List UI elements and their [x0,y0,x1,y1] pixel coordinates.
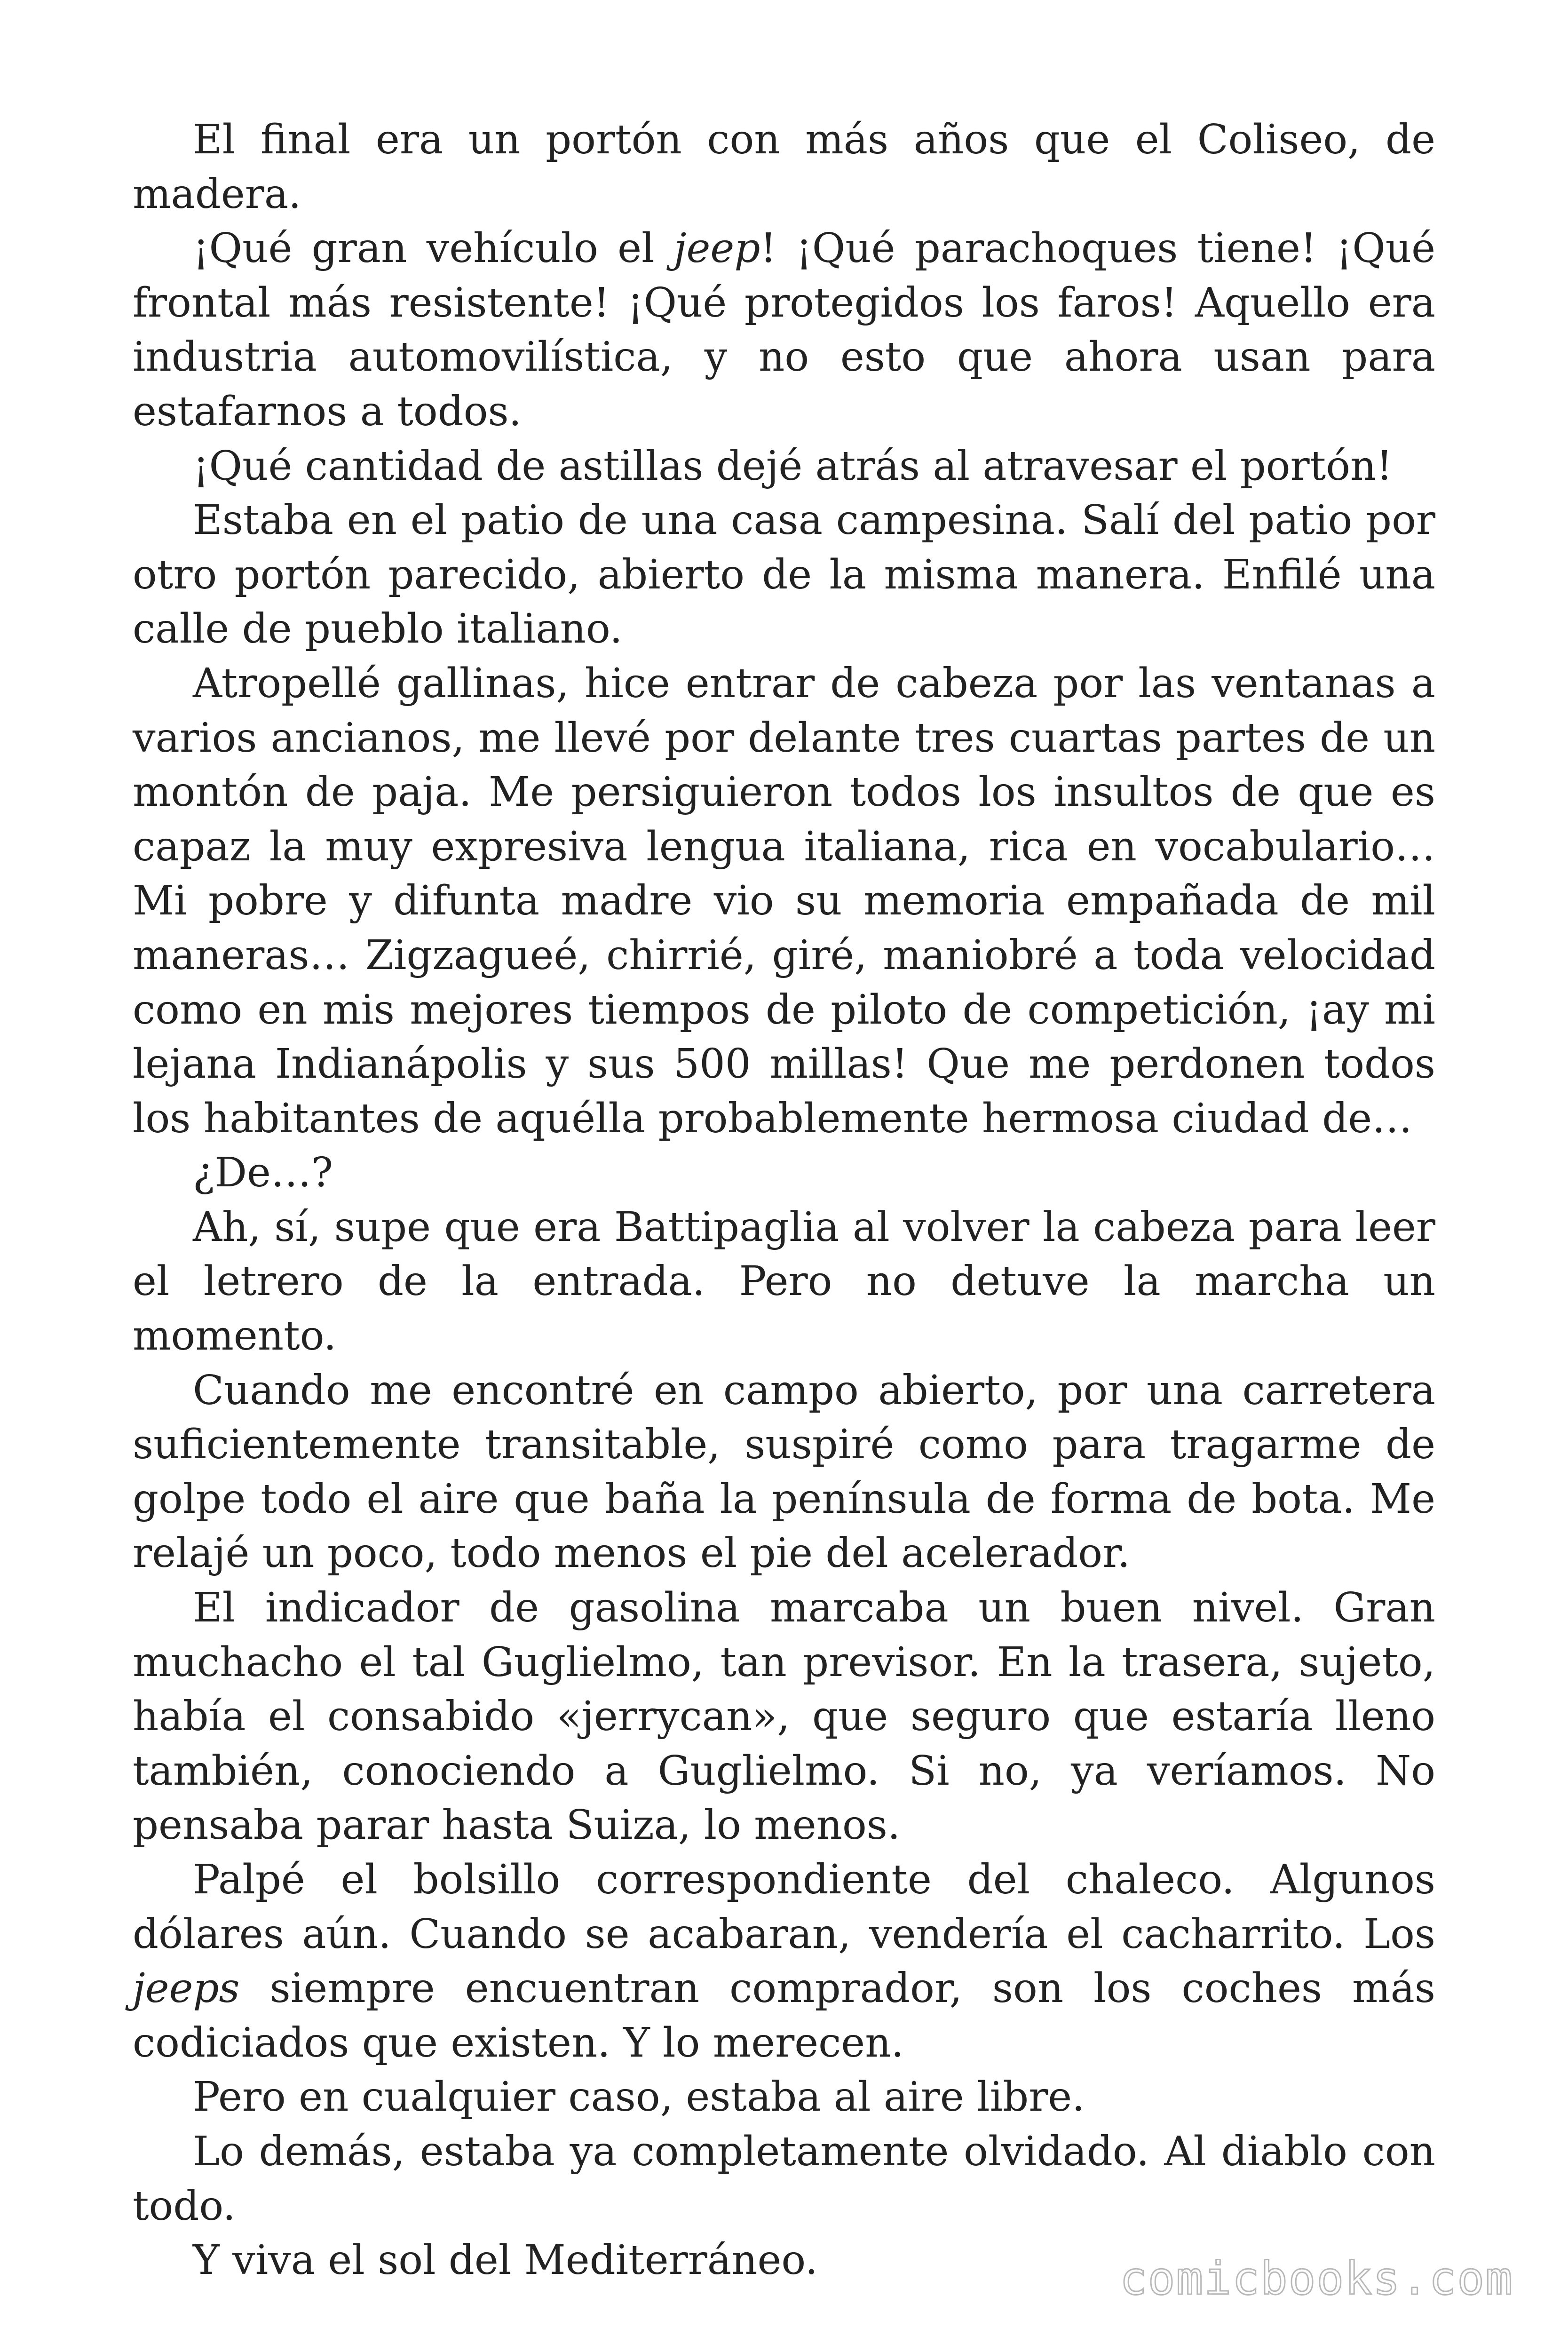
paragraph-text: El indicador de gasolina marcaba un buen nivel. Gran muchacho el tal Guglielmo, tan previsor. En la trasera, sujeto, había el consabido «jerrycan», que seguro que estaría lleno también, conociendo a Guglielmo. Si no, ya veríamos. No pensaba parar hasta Suiza, lo menos. [133,1584,1435,1849]
paragraph-text: ¿De…? [193,1149,333,1197]
paragraph [133,657,1435,1146]
watermark: comicbooks.com [1119,2252,1513,2305]
paragraph [133,1200,1435,1364]
paragraph-text: Pero en cualquier caso, estaba al aire libre. [193,2074,1085,2121]
paragraph [133,493,1435,657]
italic-word: jeep [673,225,760,272]
paragraph-text: Palpé el bolsillo correspondiente del chaleco. Algunos dólares aún. Cuando se acabaran, vendería el cacharrito. Los [133,1856,1435,1958]
paragraph-text: siempre encuentran comprador, son los coches más codiciados que existen. Y lo merecen. [133,1965,1435,2066]
paragraph [133,1853,1435,2070]
paragraph-text: Ah, sí, supe que era Battipaglia al volver la cabeza para leer el letrero de la entrada. Pero no detuve la marcha un momento. [133,1203,1435,1360]
paragraph-text: ¡Qué cantidad de astillas dejé atrás al atravesar el portón! [193,442,1393,490]
paragraph [133,222,1435,439]
paragraph-text: Atropellé gallinas, hice entrar de cabeza por las ventanas a varios ancianos, me llevé por delante tres cuartas partes de un montón de paja. Me persiguieron todos los insultos de que es capaz la muy expresiva lengua italiana, rica en vocabulario… Mi pobre y difunta madre vio su memoria empañada de mil maneras… Zigzagueé, chirrié, giré, maniobré a toda velocidad como en mis mejores tiempos de piloto de competición, ¡ay mi lejana Indianápolis y sus 500 millas! Que me perdonen todos los habitantes de aquélla probablemente hermosa ciudad de… [133,660,1435,1142]
italic-word: jeeps [133,1965,240,2012]
paragraph [133,1146,1435,1200]
paragraph [133,2125,1435,2233]
paragraph [133,1581,1435,1853]
paragraph-text: El final era un portón con más años que el Coliseo, de madera. [133,116,1435,218]
paragraph [133,2070,1435,2125]
paragraph [133,1364,1435,1581]
paragraph [133,439,1435,494]
paragraph-text: Y viva el sol del Mediterráneo. [193,2237,818,2284]
paragraph-text: ¡Qué gran vehículo el [193,225,674,272]
paragraph-text: ! ¡Qué parachoques tiene! ¡Qué frontal más resistente! ¡Qué protegidos los faros! Aquello era industria automovilística, y no esto que ahora usan para estafarnos a todos. [133,225,1436,435]
paragraph-text: Cuando me encontré en campo abierto, por una carretera suficientemente transitable, suspiré como para tragarme de golpe todo el aire que baña la península de forma de bota. Me relajé un poco, todo menos el pie del acelerador. [133,1367,1435,1577]
paragraph-text: Estaba en el patio de una casa campesina. Salí del patio por otro portón parecido, abierto de la misma manera. Enfilé una calle de pueblo italiano. [133,497,1435,653]
paragraph-text: Lo demás, estaba ya completamente olvidado. Al diablo con todo. [133,2128,1435,2230]
book-page-text [133,113,1435,2288]
paragraph [133,113,1435,222]
